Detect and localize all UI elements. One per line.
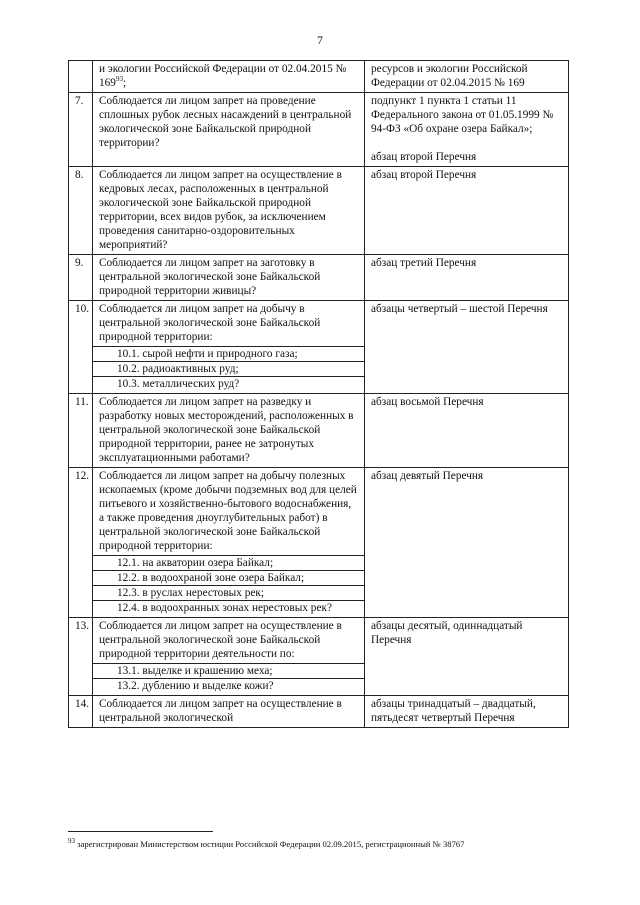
question-cell (93, 167, 365, 255)
reference-cell (365, 167, 569, 255)
reference-text: абзац третий Перечня (371, 257, 477, 269)
row-number: 7. (69, 93, 93, 167)
reference-cell (365, 696, 569, 728)
reference-cell (365, 468, 569, 618)
sub-item: 13.1. выделке и крашению меха; (93, 663, 364, 678)
spacer (371, 136, 563, 150)
reference-cell (365, 394, 569, 468)
reference-text: абзацы тринадцатый – двадцатый, пятьдесят четвертый Перечня (371, 698, 536, 724)
question-suffix: ; (122, 77, 127, 89)
reference-text: абзац восьмой Перечня (371, 396, 484, 408)
table-row (69, 618, 569, 696)
reference-cell (365, 61, 569, 93)
question-cell (93, 394, 365, 468)
row-number: 11. (69, 394, 93, 468)
sub-item: 12.1. на акватории озера Байкал; (93, 555, 364, 570)
question-cell (93, 468, 365, 618)
row-number (69, 61, 93, 93)
question-cell (93, 255, 365, 301)
question-cell (93, 301, 365, 394)
footnote-text: зарегистрирован Министерством юстиции Российской Федерации 02.09.2015, регистрационный № 38767 (77, 839, 465, 849)
table-row (69, 696, 569, 728)
reference-cell (365, 301, 569, 394)
reference-text-secondary: абзац второй Перечня (371, 151, 477, 163)
reference-text: абзац второй Перечня (371, 169, 477, 181)
question-text: Соблюдается ли лицом запрет на заготовку в центральной экологической зоне Байкальской природной территории живицы? (99, 257, 321, 297)
footnote-mark: 93 (68, 837, 75, 846)
reference-text: ресурсов и экологии Российской Федерации от 02.04.2015 № 169 (371, 63, 528, 89)
reference-text: абзац девятый Перечня (371, 470, 484, 482)
question-text: Соблюдается ли лицом запрет на добычу полезных ископаемых (кроме добычи подземных вод для целей питьевого и хозяйственно-бытового водоснабжения, а также проведения дноуглубительных работ) в центральной экологической зоне Байкальской природной территории: (99, 470, 357, 552)
row-number: 10. (69, 301, 93, 394)
table-row (69, 394, 569, 468)
sub-item: 10.2. радиоактивных руд; (93, 361, 364, 376)
reference-text: абзацы десятый, одиннадцатый Перечня (371, 620, 523, 646)
question-text: Соблюдается ли лицом запрет на добычу в центральной экологической зоне Байкальской природной территории: (99, 303, 321, 343)
row-number: 9. (69, 255, 93, 301)
table-row (69, 468, 569, 618)
sub-item: 12.3. в руслах нерестовых рек; (93, 585, 364, 600)
row-number: 14. (69, 696, 93, 728)
footnote-ref: 93 (115, 75, 123, 84)
sub-item: 12.4. в водоохранных зонах нерестовых рек? (93, 600, 364, 615)
table-row (69, 255, 569, 301)
question-text: Соблюдается ли лицом запрет на осуществление в центральной экологической (99, 698, 342, 724)
reference-cell (365, 93, 569, 167)
question-text: Соблюдается ли лицом запрет на осуществление в центральной экологической зоне Байкальской природной территории деятельности по: (99, 620, 342, 660)
row-number: 8. (69, 167, 93, 255)
question-cell (93, 61, 365, 93)
row-number: 12. (69, 468, 93, 618)
reference-text: абзацы четвертый – шестой Перечня (371, 303, 548, 315)
sub-item: 13.2. дублению и выделке кожи? (93, 678, 364, 693)
reference-text: подпункт 1 пункта 1 статьи 11 Федерального закона от 01.05.1999 № 94-ФЗ «Об охране озера Байкал»; (371, 95, 554, 135)
reference-cell (365, 618, 569, 696)
sub-item: 10.1. сырой нефти и природного газа; (93, 346, 364, 361)
question-text: Соблюдается ли лицом запрет на осуществление в кедровых лесах, расположенных в центральной экологической зоне Байкальской природной территории, всех видов рубок, за исключением проведения санитарно-оздоровительных мероприятий? (99, 169, 342, 251)
page-number: 7 (317, 33, 323, 47)
table-row (69, 61, 569, 93)
footnote-divider (68, 831, 213, 832)
table-row (69, 167, 569, 255)
reference-cell (365, 255, 569, 301)
footnote (68, 839, 588, 850)
row-number: 13. (69, 618, 93, 696)
sub-item: 12.2. в водоохраной зоне озера Байкал; (93, 570, 364, 585)
question-cell (93, 696, 365, 728)
question-text: Соблюдается ли лицом запрет на разведку и разработку новых месторождений, расположенных в центральной экологической зоне Байкальской природной территории, ранее не затронутых эксплуатационными работами? (99, 396, 354, 464)
question-text: и экологии Российской Федерации от 02.04.2015 № 169 (99, 63, 347, 89)
table-row (69, 93, 569, 167)
table-row (69, 301, 569, 394)
checklist-table (68, 60, 569, 728)
question-cell (93, 93, 365, 167)
question-cell (93, 618, 365, 696)
question-text: Соблюдается ли лицом запрет на проведение сплошных рубок лесных насаждений в центральной экологической зоне Байкальской природной территории? (99, 95, 352, 149)
sub-item: 10.3. металлических руд? (93, 376, 364, 391)
checklist-rows (69, 61, 569, 728)
